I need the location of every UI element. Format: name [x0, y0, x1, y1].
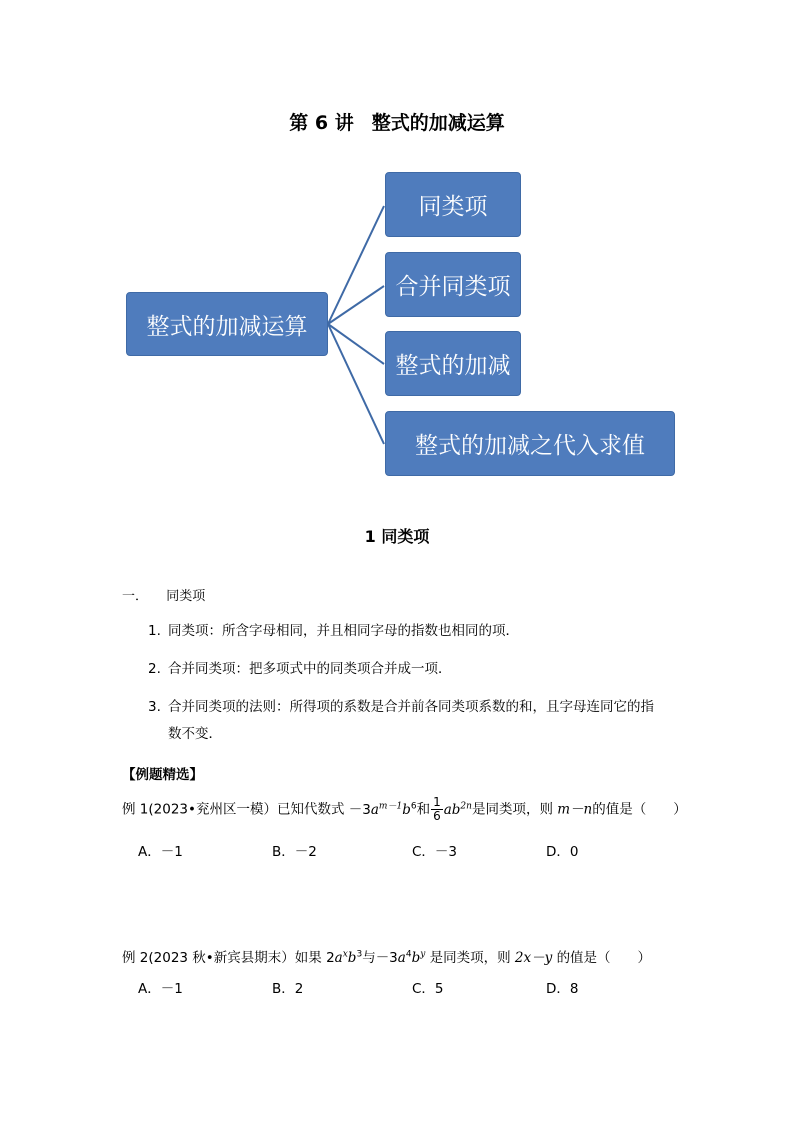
mindmap-node-label: 整式的加减: [395, 353, 511, 379]
example-label: 例 2(2023 秋•新宾县期末）如果: [122, 950, 322, 966]
example-1-question: [122, 796, 687, 823]
option-c: C．5: [412, 981, 444, 997]
expression: m－n: [557, 801, 593, 818]
mindmap-node-2: [385, 252, 521, 317]
option-c: C．－3: [412, 844, 458, 860]
option-a: A．－1: [138, 981, 183, 997]
mindmap-node-3: [385, 331, 521, 396]
lecture-title: 整式的加减运算: [371, 112, 505, 134]
definition-item: [148, 694, 688, 748]
part-label: 一．: [122, 589, 149, 604]
definition-number: 2.: [148, 661, 161, 677]
connector-1: [328, 206, 384, 324]
math-term-2: $-3a^4b^y$: [375, 949, 426, 966]
expression: 2x－y: [514, 950, 553, 966]
definition-item: [148, 656, 688, 683]
definition-text-cont: 数不变．: [168, 726, 222, 742]
math-term: $2a^xb^3$: [326, 949, 363, 966]
question-tail: 的值是（ ）: [556, 950, 652, 966]
mindmap-node-label: 整式的加减之代入求值: [415, 433, 645, 459]
question-text: 是同类项，则: [429, 950, 511, 966]
part-heading: [122, 585, 205, 604]
mindmap-node-label: 合并同类项: [395, 274, 511, 300]
part-title: 同类项: [166, 589, 206, 604]
question-tail: 的值是（ ）: [592, 801, 687, 818]
connector-word: 与: [362, 950, 376, 966]
definition-number: 3.: [148, 699, 161, 715]
connector-word: 和: [416, 801, 431, 818]
examples-heading: 【例题精选】: [122, 767, 203, 783]
definition-text: 合并同类项：把多项式中的同类项合并成一项．: [168, 661, 452, 677]
example-label: 例 1(2023•兖州区一模）已知代数式: [122, 801, 345, 818]
fraction: $\frac{1}{6}$: [433, 795, 441, 823]
question-text: 是同类项，则: [471, 801, 553, 818]
math-term-2: $ab^{2n}$: [443, 801, 472, 818]
mindmap-root: [126, 292, 328, 356]
mindmap-node-label: 同类项: [418, 194, 488, 220]
section-title: 1 同类项: [364, 527, 430, 546]
lecture-number: 第 6 讲: [289, 112, 354, 134]
option-d: D．0: [546, 844, 579, 860]
mindmap-node-4: [385, 411, 675, 476]
option-d: D．8: [546, 981, 579, 997]
mindmap-root-label: 整式的加减运算: [146, 313, 308, 340]
connector-4: [328, 324, 384, 444]
mindmap-node-1: [385, 172, 521, 237]
definition-text: 同类项：所含字母相同，并且相同字母的指数也相同的项．: [168, 623, 519, 639]
definition-item: [148, 618, 688, 645]
option-b: B．2: [272, 981, 304, 997]
option-a: A．－1: [138, 844, 183, 860]
definition-text: 合并同类项的法则：所得项的系数是合并前各同类项系数的和，且字母连同它的指: [168, 699, 654, 715]
option-b: B．－2: [272, 844, 317, 860]
example-2-question: [122, 946, 651, 966]
definition-number: 1.: [148, 623, 161, 639]
math-term: $-3a^{m-1}b^6$: [348, 801, 417, 818]
